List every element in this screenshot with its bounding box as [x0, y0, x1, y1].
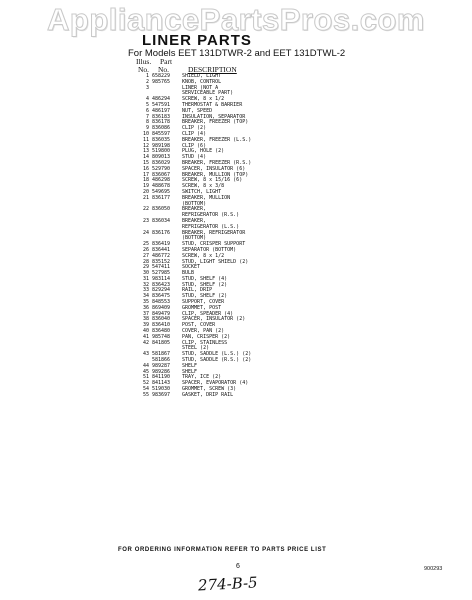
illus-number: 21	[142, 194, 149, 201]
part-number: 841143	[152, 380, 171, 387]
part-number: 848553	[152, 299, 171, 306]
part-description: CLIP (4)	[182, 130, 207, 137]
table-row	[136, 393, 356, 399]
illus-number: 35	[142, 299, 149, 306]
illus-number: 44	[142, 362, 149, 369]
illus-number: 55	[142, 391, 149, 398]
part-description: SEPARATOR (BOTTOM)	[182, 246, 237, 253]
part-description: BREAKER,	[182, 206, 207, 213]
part-number: 829294	[152, 287, 171, 294]
part-number: 841190	[152, 374, 171, 381]
illus-number: 52	[142, 380, 149, 387]
part-number: 989287	[152, 362, 171, 369]
part-description: BREAKER, FREEZER (L.S.)	[182, 136, 252, 143]
part-description: CLIP, STAINLESS	[182, 339, 228, 346]
page-number: 6	[236, 563, 240, 570]
part-number: 989286	[152, 368, 171, 375]
illus-number: 42	[142, 339, 149, 346]
illus-number: 36	[142, 304, 149, 311]
part-number: 486298	[152, 177, 171, 184]
part-number: 486294	[152, 96, 171, 103]
part-description: SCREW, 8 x 3/8	[182, 183, 225, 190]
part-number: 581867	[152, 351, 171, 358]
part-description: STUD, SADDLE (R.S.) (2)	[182, 357, 252, 364]
part-number: 841805	[152, 339, 171, 346]
part-description: REFRIGERATOR (R.S.)	[182, 212, 240, 219]
part-number: 836040	[152, 316, 171, 323]
part-description: SCREW, 8 x 1/2	[182, 252, 225, 259]
part-description: LINER (NOT A	[182, 84, 219, 91]
illus-number: 40	[142, 328, 149, 335]
illus-number: 20	[142, 188, 149, 195]
part-number: 836034	[152, 217, 171, 224]
part-description: SERVICEABLE PART)	[182, 90, 234, 97]
illus-number: 23	[142, 217, 149, 224]
illus-number: 2	[145, 78, 149, 85]
part-description: CLIP (6)	[182, 142, 207, 149]
part-description: SHIELD, LIGHT	[182, 73, 222, 79]
part-description: REFRIGERATOR (L.S.)	[182, 223, 240, 230]
illus-number: 54	[142, 386, 149, 393]
illus-number: 31	[142, 275, 149, 282]
part-description: STUD, SHELF (2)	[182, 293, 228, 300]
illus-number: 17	[142, 171, 149, 178]
illus-number: 22	[142, 206, 149, 213]
illus-number: 5	[145, 101, 149, 108]
part-description: STUD (4)	[182, 154, 207, 161]
illus-number: 32	[142, 281, 149, 288]
header-part-no: No.	[158, 65, 170, 74]
part-description: SHELF	[182, 368, 198, 375]
illus-number: 10	[142, 130, 149, 137]
part-description: CLIP, SPEADER (4)	[182, 310, 234, 317]
part-description: CLIP (2)	[182, 125, 207, 132]
illus-number: 37	[142, 310, 149, 317]
part-description: SPACER, EVAPORATOR (4)	[182, 380, 249, 387]
illus-number: 24	[142, 229, 149, 236]
part-description: KNOB, CONTROL	[182, 78, 222, 85]
part-number: 547411	[152, 264, 171, 271]
part-number: 836067	[152, 171, 171, 178]
illus-number: 19	[142, 183, 149, 190]
illus-number: 13	[142, 148, 149, 155]
illus-number: 6	[145, 107, 149, 114]
handwritten-note: 274-B-5	[197, 573, 259, 595]
part-number: 547591	[152, 101, 171, 108]
part-description: SHELF	[182, 362, 198, 369]
header-part: Part	[160, 57, 173, 66]
part-number: 989198	[152, 142, 171, 149]
part-description: PAN, CRISPER (2)	[182, 333, 231, 340]
part-description: STUD, SHELF (4)	[182, 275, 228, 282]
part-number: 836480	[152, 328, 171, 335]
illus-number: 3	[145, 84, 149, 91]
illus-number: 18	[142, 177, 149, 184]
illus-number: 34	[142, 293, 149, 300]
illus-number: 26	[142, 246, 149, 253]
illus-number: 12	[142, 142, 149, 149]
part-description: SCREW, 8 x 1/2	[182, 96, 225, 103]
parts-list	[136, 74, 356, 399]
part-number: 519030	[152, 386, 171, 393]
illus-number: 16	[142, 165, 149, 172]
part-number: 836183	[152, 113, 171, 120]
part-description: THERMOSTAT & BARRIER	[182, 101, 243, 108]
illus-number: 27	[142, 252, 149, 259]
part-description: INSULATION, SEPARATOR	[182, 113, 246, 120]
part-description: SOCKET	[182, 264, 201, 271]
part-number: 836419	[152, 241, 171, 248]
part-description: BREAKER, MULLION (TOP)	[182, 171, 249, 178]
part-number: 486772	[152, 252, 171, 259]
part-number: 529790	[152, 165, 171, 172]
part-description: BULB	[182, 270, 195, 277]
part-description: GROMMET, SCREW (3)	[182, 386, 237, 393]
part-description: SPACER, INSULATOR (6)	[182, 165, 246, 172]
illus-number: 25	[142, 241, 149, 248]
part-number: 486197	[152, 107, 171, 114]
part-description: BREAKER, MULLION	[182, 194, 231, 201]
part-description: GASKET, DRIP RAIL	[182, 391, 234, 398]
illus-number: 29	[142, 264, 149, 271]
part-description: PLUG, HOLE (2)	[182, 148, 225, 155]
part-number: 983697	[152, 391, 171, 398]
page-title: LINER PARTS	[142, 32, 252, 49]
models-line: For Models EET 131DTWR-2 and EET 131DTWL-2	[128, 48, 346, 59]
part-number: 581866	[152, 357, 171, 364]
illus-number: 43	[142, 351, 149, 358]
part-description: STUD, CRISPER SUPPORT	[182, 241, 246, 248]
part-description: GROMMET, POST	[182, 304, 222, 311]
part-number: 519800	[152, 148, 171, 155]
part-number: 488678	[152, 183, 171, 190]
part-number: 809013	[152, 154, 171, 161]
part-number: 836423	[152, 281, 171, 288]
part-description: COVER, PAN (2)	[182, 328, 225, 335]
part-number: 869409	[152, 304, 171, 311]
part-description: SWITCH, LIGHT	[182, 188, 222, 195]
illus-number: 30	[142, 270, 149, 277]
part-number: 836050	[152, 206, 171, 213]
part-description: RAIL, DRIP	[182, 287, 213, 294]
part-number: 836035	[152, 136, 171, 143]
part-description: SPACER, INSULATOR (2)	[182, 316, 246, 323]
part-description: STUD, SHELF (2)	[182, 281, 228, 288]
part-number: 836178	[152, 119, 171, 126]
part-number: 845597	[152, 130, 171, 137]
part-number: 836441	[152, 246, 171, 253]
illus-number: 11	[142, 136, 149, 143]
part-number: 849479	[152, 310, 171, 317]
part-number: 836029	[152, 159, 171, 166]
part-description: (BOTTOM)	[182, 235, 207, 242]
document-code: 900293	[424, 566, 443, 572]
illus-number: 38	[142, 316, 149, 323]
illus-number: 51	[142, 374, 149, 381]
part-description: BREAKER,	[182, 217, 207, 224]
part-number: 549695	[152, 188, 171, 195]
part-number: 836086	[152, 125, 171, 132]
part-description: NUT, SPEED	[182, 107, 213, 114]
illus-number: 1	[145, 73, 149, 79]
illus-number: 15	[142, 159, 149, 166]
part-number: 983114	[152, 275, 171, 282]
part-description: POST, COVER	[182, 322, 216, 329]
illus-number: 7	[145, 113, 149, 120]
part-description: BREAKER, FREEZER (TOP)	[182, 119, 249, 126]
part-number: 527985	[152, 270, 171, 277]
part-number: 836177	[152, 194, 171, 201]
part-description: STUD, SADDLE (L.S.) (2)	[182, 351, 252, 358]
illus-number: 8	[145, 119, 149, 126]
header-illus-no: No.	[138, 65, 150, 74]
part-description: TRAY, ICE (2)	[182, 374, 222, 381]
part-number: 835152	[152, 258, 171, 265]
part-number: 985765	[152, 78, 171, 85]
part-number: 836410	[152, 322, 171, 329]
illus-number: 41	[142, 333, 149, 340]
watermark: AppliancePartsPros.com	[47, 2, 425, 37]
part-description: SUPPORT, COVER	[182, 299, 225, 306]
illus-number: 28	[142, 258, 149, 265]
illus-number: 4	[145, 96, 149, 103]
part-description: BREAKER, FREEZER (R.S.)	[182, 159, 252, 166]
illus-number: 9	[145, 125, 149, 132]
part-description: STUD, LIGHT SHIELD (2)	[182, 258, 249, 265]
illus-number: 14	[142, 154, 149, 161]
part-description: SCREW, 8 x 15/16 (6)	[182, 177, 243, 184]
part-number: 658229	[152, 73, 171, 79]
part-description: (BOTTOM)	[182, 200, 207, 207]
part-description: STEEL (2)	[182, 345, 210, 352]
illus-number: 33	[142, 287, 149, 294]
header-description: DESCRIPTION	[188, 65, 237, 74]
illus-number: 39	[142, 322, 149, 329]
part-description: BREAKER, REFRIGERATOR	[182, 229, 246, 236]
part-number: 836176	[152, 229, 171, 236]
header-illus: Illus.	[136, 57, 152, 66]
part-number: 985748	[152, 333, 171, 340]
footer-note: FOR ORDERING INFORMATION REFER TO PARTS PRICE LIST	[118, 547, 327, 553]
illus-number: 45	[142, 368, 149, 375]
part-number: 836475	[152, 293, 171, 300]
